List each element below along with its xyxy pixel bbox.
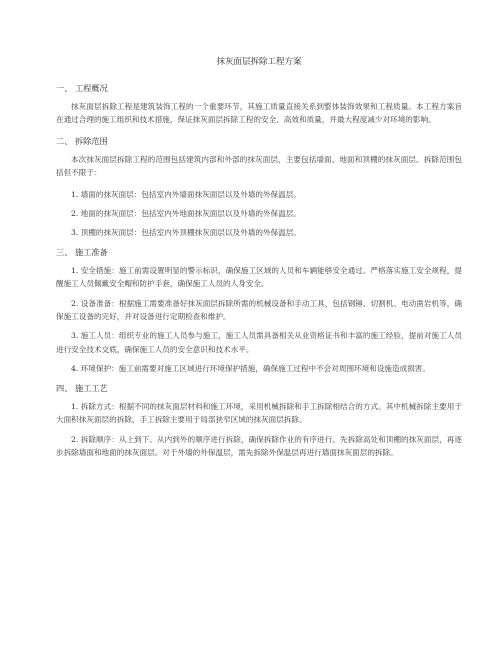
list-item-number: 2. <box>71 434 79 444</box>
list-item-text: 地面的抹灰面层：包括室内外地面抹灰面层以及外墙的外保温层。 <box>80 209 301 219</box>
list-item <box>56 400 462 427</box>
list-item <box>56 297 462 324</box>
list-item-text: 设备准备：根据施工需要准备好抹灰面层拆除所需的机械设备和手动工具，包括钢锤、切割机、电动凿岩机等，确保施工设备的完好，并对设备进行定期检查和维护。 <box>56 298 462 322</box>
list-item-text: 顶棚的抹灰面层：包括室内外顶棚抹灰面层以及外墙的外保温层。 <box>80 228 301 238</box>
list-item-text: 施工人员：组织专业的施工人员参与施工，施工人员需具备相关从业资格证书和丰富的施工经验，提前对施工人员进行安全技术交底，确保施工人员的安全意识和技术水平。 <box>56 331 462 354</box>
list-item-number: 2. <box>71 298 79 308</box>
list-item-text: 环境保护：施工前需要对施工区域进行环境保护措施，确保施工过程中不会对周围环境和设施造成损害。 <box>80 364 430 374</box>
list-item-number: 1. <box>71 265 79 275</box>
list-item <box>56 207 462 220</box>
list-item <box>56 226 462 239</box>
document-title: 抹灰面层拆除工程方案 <box>216 57 302 67</box>
list-item-number: 2. <box>71 209 79 219</box>
section-heading-overview: 一、 工程概况 <box>56 83 108 93</box>
list-item-number: 3. <box>71 331 79 341</box>
list-item-text: 墙面的抹灰面层：包括室内外墙面抹灰面层以及外墙的外保温层。 <box>80 189 301 199</box>
overview-paragraph: 抹灰面层拆除工程是建筑装饰工程的一个重要环节，其施工质量直接关系到整体装饰效果和工程质量。本工程方案旨在通过合理的施工组织和技术措施，保证抹灰面层拆除工程的安全、高效和质量，并最大程度减少对环境的影响。 <box>56 102 462 125</box>
list-item <box>56 188 462 201</box>
list-item-text: 安全措施：施工前需设置明显的警示标识，确保施工区域的人员和车辆能够安全通过。严格落实施工安全规程，提醒施工人员佩戴安全帽和防护手套，确保施工人员的人身安全。 <box>56 265 462 289</box>
section-heading-process: 四、 施工工艺 <box>56 382 108 393</box>
list-item-number: 1. <box>71 189 79 199</box>
scope-paragraph: 本次抹灰面层拆除工程的范围包括建筑内部和外部的抹灰面层，主要包括墙面、地面和顶棚的抹灰面层。拆除范围包括但不限于： <box>56 154 462 178</box>
section-heading-scope: 二、 拆除范围 <box>56 135 108 146</box>
list-item <box>56 329 462 356</box>
list-item <box>56 433 462 460</box>
list-item-number: 4. <box>71 364 79 374</box>
list-item-text: 拆除方式：根据不同的抹灰面层材料和施工环境，采用机械拆除和手工拆除相结合的方式。其中机械拆除主要用于大面积抹灰面层的拆除，手工拆除主要用于局部狭窄区域的抹灰面层拆除。 <box>56 401 462 425</box>
list-item-number: 3. <box>71 228 79 238</box>
list-item-text: 拆除顺序：从上到下、从内到外的顺序进行拆除，确保拆除作业的有序进行。先拆除高处和顶棚的抹灰面层，再逐步拆除墙面和地面的抹灰面层。对于外墙的外保温层，需先拆除外保温层再进行墙面抹灰面层的拆除。 <box>56 434 462 457</box>
list-item <box>56 264 462 291</box>
list-item-number: 1. <box>71 401 79 411</box>
section-heading-preparation: 三、 施工准备 <box>56 246 108 257</box>
list-item <box>56 362 462 375</box>
